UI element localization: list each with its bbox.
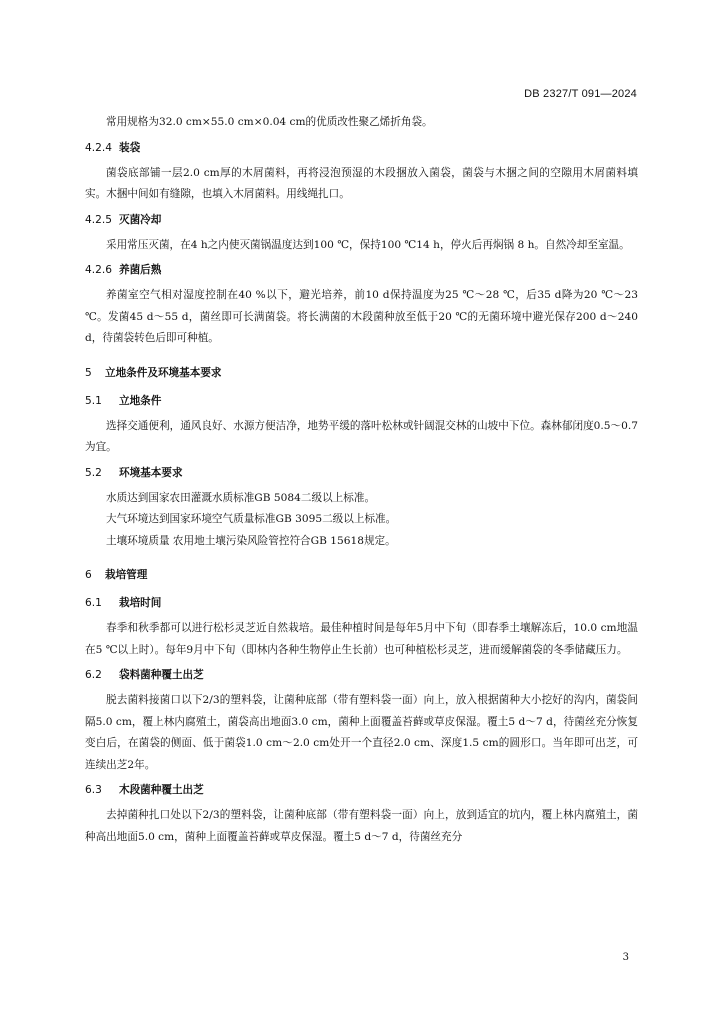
heading-4-2-6 <box>85 261 638 279</box>
section-title: 栽培时间 <box>119 597 162 609</box>
section-number: 6 <box>85 569 92 581</box>
section-title: 环境基本要求 <box>119 466 183 479</box>
section-number: 6.1 <box>85 597 102 609</box>
section-number: 6.2 <box>85 669 102 681</box>
section-title: 装袋 <box>119 141 141 154</box>
paragraph-6-1: 春季和秋季都可以进行松杉灵芝近自然栽培。最佳种植时间是每年5月中下旬（即春季土壤解冻后，10.0 cm地温在5 ℃以上时）。每年9月中下旬（即林内各种生物停止生长前）也可种植松杉灵芝，进而缓解菌袋的冬季储藏压力。 <box>85 622 638 656</box>
section-title: 袋料菌种覆土出芝 <box>119 669 204 681</box>
heading-5 <box>85 364 638 382</box>
heading-5-1 <box>85 392 638 410</box>
section-number: 5 <box>85 366 92 379</box>
section-number: 5.1 <box>85 394 102 407</box>
heading-4-2-5 <box>85 211 638 229</box>
section-title: 立地条件及环境基本要求 <box>105 366 222 379</box>
paragraph-bag-spec: 常用规格为32.0 cm×55.0 cm×0.04 cm的优质改性聚乙烯折角袋。 <box>106 116 433 128</box>
paragraph-4-2-4: 菌袋底部铺一层2.0 cm厚的木屑菌料，再将浸泡预湿的木段捆放入菌袋，菌袋与木捆之间的空隙用木屑菌料填实。木捆中间如有缝隙，也填入木屑菌料。用线绳扎口。 <box>85 166 638 200</box>
section-number: 4.2.4 <box>85 141 112 154</box>
heading-6 <box>85 566 638 584</box>
document-body <box>85 112 638 853</box>
paragraph-4-2-6: 养菌室空气相对湿度控制在40 %以下，避光培养，前10 d保持温度为25 ℃～28 ℃，后35 d降为20 ℃～23 ℃。发菌45 d～55 d，菌丝即可长满菌袋。将长满菌的木段菌种放至低于20 ℃的无菌环境中避光保存200 d～240 d，待菌袋转色后即可种植。 <box>85 289 638 344</box>
section-number: 5.2 <box>85 466 102 479</box>
heading-6-1 <box>85 594 638 612</box>
paragraph-5-1: 选择交通便利，通风良好、水源方便洁净，地势平缓的落叶松林或针阔混交林的山坡中下位。森林郁闭度0.5～0.7为宜。 <box>85 419 638 453</box>
section-title: 立地条件 <box>119 394 162 407</box>
section-title: 栽培管理 <box>105 569 148 581</box>
heading-6-2 <box>85 666 638 684</box>
paragraph-6-2: 脱去菌料接菌口以下2/3的塑料袋，让菌种底部（带有塑料袋一面）向上，放入根据菌种大小挖好的沟内，菌袋间隔5.0 cm，覆上林内腐殖土，菌袋高出地面3.0 cm，菌种上面覆盖苔藓或草皮保湿。覆土5 d～7 d，待菌丝充分恢复变白后，在菌袋的侧面、低于菌袋1.0 cm～2.0 cm处开一个直径2.0 cm、深度1.5 cm的圆形口。当年即可出芝，可连续出芝2年。 <box>85 694 638 771</box>
paragraph-5-2 <box>85 488 638 553</box>
section-number: 6.3 <box>85 784 102 796</box>
paragraph-4-2-5: 采用常压灭菌，在4 h之内使灭菌锅温度达到100 ℃，保持100 ℃14 h，停火后再焖锅 8 h。自然冷却至室温。 <box>106 238 630 251</box>
page-number: 3 <box>622 952 629 963</box>
paragraph-6-3: 去掉菌种扎口处以下2/3的塑料袋，让菌种底部（带有塑料袋一面）向上，放到适宜的坑内，覆上林内腐殖土，菌种高出地面5.0 cm，菌种上面覆盖苔藓或草皮保湿。覆土5 d～7 d，待菌丝充分 <box>85 809 638 843</box>
requirement-line: 土壤环境质量 农用地土壤污染风险管控符合GB 15618规定。 <box>106 534 396 547</box>
heading-4-2-4 <box>85 139 638 157</box>
section-title: 灭菌冷却 <box>119 213 162 226</box>
requirement-line: 水质达到国家农田灌溉水质标准GB 5084二级以上标准。 <box>106 491 376 504</box>
section-number: 4.2.5 <box>85 213 112 226</box>
document-code: DB 2327/T 091—2024 <box>524 88 637 100</box>
heading-5-2 <box>85 464 638 482</box>
requirement-line: 大气环境达到国家环境空气质量标准GB 3095二级以上标准。 <box>106 513 397 525</box>
heading-6-3 <box>85 781 638 799</box>
section-title: 木段菌种覆土出芝 <box>119 784 204 796</box>
section-number: 4.2.6 <box>85 264 112 276</box>
section-title: 养菌后熟 <box>119 264 162 276</box>
